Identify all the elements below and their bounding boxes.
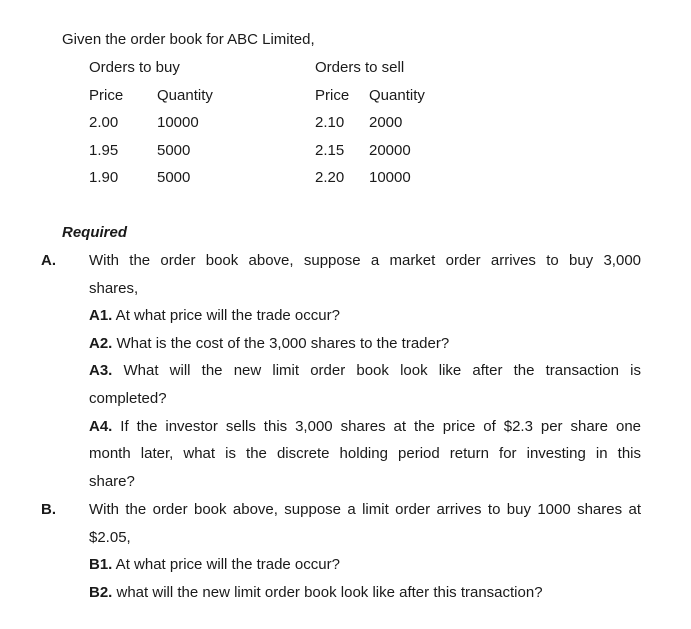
question-b1-label: B1. bbox=[89, 556, 113, 573]
intro-text: Given the order book for ABC Limited, bbox=[62, 31, 315, 48]
sell-row-price: 2.10 bbox=[315, 114, 345, 131]
question-b1 bbox=[89, 556, 340, 574]
sell-row-price: 2.15 bbox=[315, 142, 345, 159]
sell-row-price: 2.20 bbox=[315, 169, 345, 186]
question-a4-text: If the investor sells this 3,000 shares at the price of $2.3 per share one bbox=[112, 418, 641, 435]
section-b-text-line1: With the order book above, suppose a limit order arrives to buy 1000 shares at bbox=[89, 501, 641, 518]
question-a1 bbox=[89, 307, 340, 325]
question-b2 bbox=[89, 584, 543, 602]
section-a-text-line2: shares, bbox=[89, 280, 139, 297]
question-a2-text: What is the cost of the 3,000 shares to the trader? bbox=[112, 335, 450, 352]
question-a3-line1 bbox=[89, 362, 641, 380]
buy-quantity-header: Quantity bbox=[157, 87, 213, 104]
question-a1-text: At what price will the trade occur? bbox=[112, 307, 340, 324]
sell-heading: Orders to sell bbox=[315, 59, 405, 76]
question-a2 bbox=[89, 335, 449, 353]
question-b2-text: what will the new limit order book look like after this transaction? bbox=[112, 584, 543, 601]
buy-row-quantity: 5000 bbox=[157, 169, 191, 186]
sell-row-quantity: 2000 bbox=[369, 114, 403, 131]
sell-price-header: Price bbox=[315, 87, 350, 104]
question-a4-line3: share? bbox=[89, 473, 135, 490]
question-a4-label: A4. bbox=[89, 418, 113, 435]
sell-quantity-header: Quantity bbox=[369, 87, 425, 104]
sell-row-quantity: 20000 bbox=[369, 142, 411, 159]
buy-heading: Orders to buy bbox=[89, 59, 180, 76]
question-b2-label: B2. bbox=[89, 584, 113, 601]
question-a3-text: What will the new limit order book look like after the transaction is bbox=[112, 362, 641, 379]
question-b1-text: At what price will the trade occur? bbox=[112, 556, 340, 573]
question-a4-line2: month later, what is the discrete holding period return for investing in this bbox=[89, 445, 641, 462]
question-a4-line1 bbox=[89, 418, 641, 436]
buy-row-price: 1.95 bbox=[89, 142, 119, 159]
section-b-text-line2: $2.05, bbox=[89, 529, 131, 546]
question-a1-label: A1. bbox=[89, 307, 113, 324]
section-b-marker: B. bbox=[41, 501, 56, 518]
sell-row-quantity: 10000 bbox=[369, 169, 411, 186]
buy-row-price: 1.90 bbox=[89, 169, 119, 186]
buy-price-header: Price bbox=[89, 87, 124, 104]
buy-row-price: 2.00 bbox=[89, 114, 119, 131]
question-a3-label: A3. bbox=[89, 362, 113, 379]
section-a-marker: A. bbox=[41, 252, 56, 269]
question-a2-label: A2. bbox=[89, 335, 113, 352]
section-a-text-line1: With the order book above, suppose a market order arrives to buy 3,000 bbox=[89, 252, 641, 269]
buy-row-quantity: 5000 bbox=[157, 142, 191, 159]
buy-row-quantity: 10000 bbox=[157, 114, 199, 131]
question-a3-line2: completed? bbox=[89, 390, 167, 407]
required-heading: Required bbox=[62, 224, 128, 241]
